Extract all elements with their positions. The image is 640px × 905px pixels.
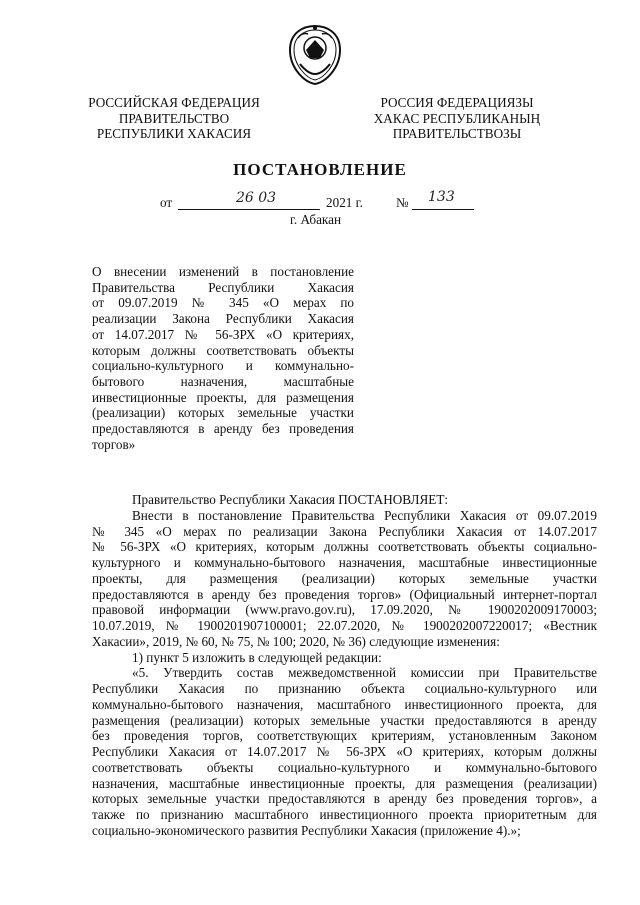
- body-line: Республики Хакасия по признанию объекта социально-культурного или: [92, 681, 597, 696]
- date-underline: [178, 209, 320, 210]
- header-left-line: ПРАВИТЕЛЬСТВО: [118, 110, 230, 126]
- body-line: назначения, масштабные инвестиционные проекты, для размещения (реализации): [92, 775, 597, 791]
- coat-of-arms-emblem: [286, 24, 344, 86]
- header-left-block: [80, 95, 268, 142]
- body-line: соответствовать объекты социально-культурного и коммунально-бытового: [92, 759, 597, 775]
- body-line: коммунально-бытового назначения, масштабного инвестиционного проекта, для: [92, 696, 597, 712]
- body-line: также по признанию масштабного инвестиционного проекта приоритетным для: [92, 807, 597, 822]
- document-title: ПОСТАНОВЛЕНИЕ: [233, 160, 407, 179]
- date-year: 2021 г.: [326, 195, 363, 210]
- body-line: без проведения торгов, соответствующих критериям, установленным Законом: [92, 728, 597, 744]
- subject-line: инвестиционные проекты, для размещения: [92, 389, 354, 405]
- body-line: которых земельные участки предоставляются в аренду без проведения торгов», а: [92, 791, 597, 807]
- document-subject: [92, 264, 354, 452]
- body-line: 10.07.2019, № 1900201907100001; 22.07.2020, № 1900202007220017; «Вестник: [92, 618, 597, 633]
- body-line: размещения (реализации) которых земельные участки предоставляются в аренду: [92, 712, 597, 728]
- body-line: предоставляются в аренду без проведения торгов» (Официальный интернет-портал: [92, 586, 597, 602]
- number-label: №: [396, 195, 409, 210]
- subject-line: торгов»: [92, 436, 136, 452]
- body-line: 1) пункт 5 изложить в следующей редакции:: [132, 649, 382, 665]
- subject-line: которым должны соответствовать объекты: [92, 342, 354, 358]
- header-left-line: РОССИЙСКАЯ ФЕДЕРАЦИЯ: [88, 95, 260, 110]
- body-line: проекты, для размещения (реализации) которых земельные участки: [92, 570, 597, 586]
- handwritten-date: 26 03: [236, 190, 277, 206]
- subject-line: от 09.07.2019 № 345 «О мерах по: [92, 295, 354, 311]
- subject-line: Правительства Республики Хакасия: [92, 279, 354, 295]
- header-right-block: [368, 95, 546, 142]
- body-line: № 56-ЗРХ «О критериях, которым должны соответствовать объекты социально-: [92, 539, 597, 555]
- body-line: социально-экономического развития Республики Хакасия (приложение 4).»;: [92, 822, 521, 838]
- document-body: [92, 492, 597, 839]
- body-line: Правительство Республики Хакасия ПОСТАНОВЛЯЕТ:: [132, 492, 449, 507]
- body-line: Внести в постановление Правительства Республики Хакасия от 09.07.2019: [132, 507, 597, 523]
- handwritten-number: 133: [428, 189, 455, 205]
- subject-line: О внесении изменений в постановление: [92, 264, 354, 279]
- subject-line: бытового назначения, масштабные: [92, 373, 354, 389]
- subject-line: реализации Закона Республики Хакасия: [92, 311, 354, 327]
- header-right-line: ХАКАС РЕСПУБЛИКАНЫҢ: [373, 110, 541, 126]
- subject-line: социально-культурного и коммунально-: [92, 358, 354, 374]
- date-from-label: от: [160, 195, 173, 210]
- body-line: № 345 «О мерах по реализации Закона Республики Хакасия от 14.07.2017: [92, 523, 597, 539]
- subject-line: (реализации) которых земельные участки: [92, 405, 354, 421]
- header-right-line: ПРАВИТЕЛЬСТВОЗЫ: [392, 126, 522, 142]
- header-right-line: РОССИЯ ФЕДЕРАЦИЯЗЫ: [380, 95, 534, 110]
- subject-line: предоставляются в аренду без проведения: [92, 421, 354, 437]
- body-line: правовой информации (www.pravo.gov.ru), 17.09.2020, № 1900202009170003;: [92, 602, 597, 618]
- body-line: Республики Хакасия от 14.07.2017 № 56-ЗРХ «О критериях, которым должны: [92, 744, 597, 759]
- body-line: Хакасии», 2019, № 60, № 75, № 100; 2020, № 36) следующие изменения:: [92, 633, 500, 649]
- body-line: культурного и коммунально-бытового назначения, масштабные инвестиционные: [92, 555, 597, 570]
- number-underline: [412, 209, 474, 210]
- subject-line: от 14.07.2017 № 56-ЗРХ «О критериях,: [92, 326, 354, 342]
- header-left-line: РЕСПУБЛИКИ ХАКАСИЯ: [96, 126, 252, 142]
- body-line: «5. Утвердить состав межведомственной комиссии при Правительстве: [132, 665, 597, 681]
- city-name: г. Абакан: [290, 212, 342, 227]
